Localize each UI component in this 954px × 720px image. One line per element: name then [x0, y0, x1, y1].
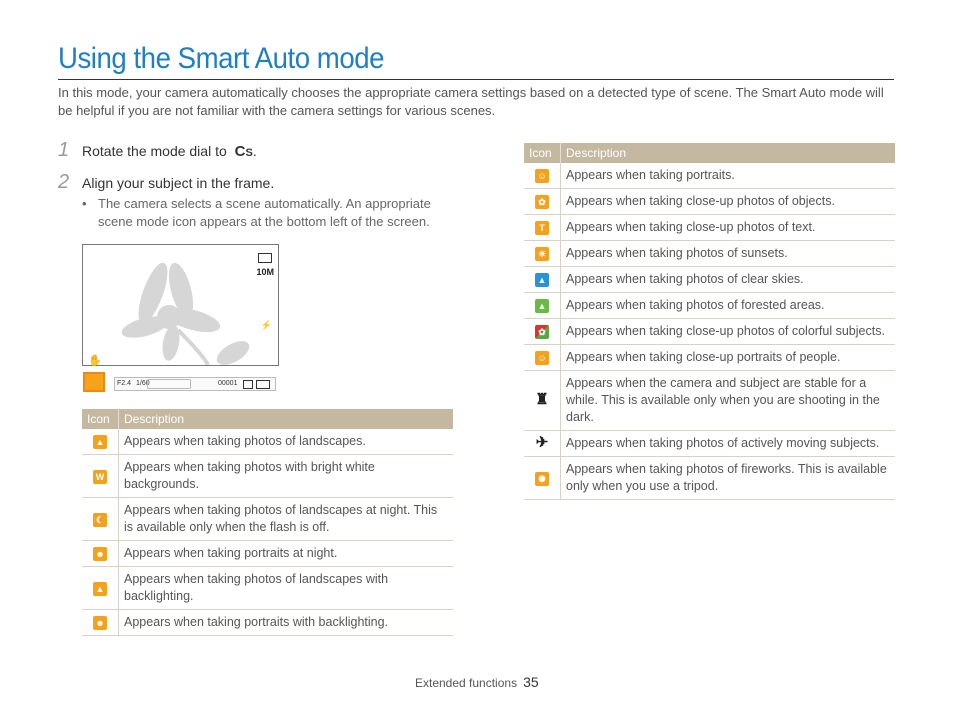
table-row — [524, 215, 895, 241]
icon-cell — [524, 431, 561, 457]
title-divider — [58, 79, 894, 80]
camera-screen-illustration — [82, 244, 279, 387]
night-landscape-icon: ☾ — [93, 513, 107, 527]
shutter-value: 1/60 — [136, 380, 150, 387]
description-cell: Appears when taking portraits at night. — [119, 541, 454, 567]
stabilization-icon: ✋ — [88, 355, 102, 367]
table-row — [524, 457, 895, 500]
scene-icon-table-left — [82, 409, 453, 636]
intro-paragraph: In this mode, your camera automatically chooses the appropriate camera settings based on a detected type of scene. The Smart Auto mode will be helpful if you are not familiar with the camera settings for various scenes. — [58, 85, 884, 118]
footer-section: Extended functions — [415, 676, 518, 690]
fireworks-icon: ✺ — [535, 472, 549, 486]
backlight-portrait-icon: ☻ — [93, 616, 107, 630]
icon-cell — [524, 241, 561, 267]
scene-icon-table-right — [524, 143, 895, 500]
macro-icon: ✿ — [535, 195, 549, 209]
icon-cell — [82, 455, 119, 498]
icon-cell — [524, 293, 561, 319]
natural-green-icon: ▲ — [535, 299, 549, 313]
description-cell: Appears when taking photos of actively moving subjects. — [561, 431, 896, 457]
icon-cell — [82, 498, 119, 541]
table-row — [524, 319, 895, 345]
table-row — [82, 455, 453, 498]
bullet-mark: • — [82, 196, 87, 211]
step-number-1: 1 — [58, 139, 70, 161]
blue-sky-icon: ▲ — [535, 273, 549, 287]
table-row — [524, 163, 895, 189]
tripod-icon: ♜ — [535, 391, 549, 408]
shot-counter: 00001 — [218, 380, 238, 387]
backlight-landscape-icon: ▲ — [93, 582, 107, 596]
table-row — [82, 541, 453, 567]
table-row — [524, 371, 895, 431]
icon-cell — [524, 163, 561, 189]
flower-illustration — [83, 245, 278, 365]
flash-icon: ⚡ — [260, 320, 272, 330]
description-cell: Appears when taking photos with bright white backgrounds. — [119, 455, 454, 498]
white-icon: W — [93, 470, 107, 484]
step-2-text: Align your subject in the frame. — [82, 175, 275, 191]
table-row — [82, 498, 453, 541]
icon-column-header: Icon — [82, 409, 119, 429]
icon-cell — [524, 319, 561, 345]
description-cell: Appears when taking close-up photos of text. — [561, 215, 896, 241]
icon-cell — [524, 371, 561, 431]
battery-icon — [256, 380, 270, 389]
step-1-label: Rotate the mode dial to — [82, 143, 227, 159]
macro-color-icon: ✿ — [535, 325, 549, 339]
lcd-status-bar — [114, 377, 276, 391]
description-cell: Appears when taking portraits. — [561, 163, 896, 189]
description-cell: Appears when taking photos of landscapes at night. This is available only when the flash is off. — [119, 498, 454, 541]
exposure-box — [147, 379, 191, 389]
smart-auto-mode-icon: CS — [234, 143, 253, 160]
description-cell: Appears when taking close-up portraits of people. — [561, 345, 896, 371]
table-row — [82, 567, 453, 610]
table-row — [82, 429, 453, 455]
aperture-value: F2.4 — [117, 380, 132, 387]
page-title: Using the Smart Auto mode — [58, 42, 385, 75]
page-footer — [415, 674, 539, 690]
table-row — [524, 267, 895, 293]
description-cell: Appears when taking photos of landscapes. — [119, 429, 454, 455]
icon-column-header: Icon — [524, 143, 561, 163]
macro-portrait-icon: ☺ — [535, 351, 549, 365]
macro-text-icon: T — [535, 221, 549, 235]
icon-cell — [82, 610, 119, 636]
description-cell: Appears when taking photos of sunsets. — [561, 241, 896, 267]
scene-mode-icon — [83, 372, 105, 392]
description-column-header: Description — [561, 143, 896, 163]
description-cell: Appears when taking photos of landscapes with backlighting. — [119, 567, 454, 610]
night-portrait-icon: ☻ — [93, 547, 107, 561]
icon-cell — [82, 429, 119, 455]
table-row — [524, 431, 895, 457]
table-row — [524, 241, 895, 267]
description-cell: Appears when taking close-up photos of objects. — [561, 189, 896, 215]
description-cell: Appears when taking photos of clear skies. — [561, 267, 896, 293]
page-number: 35 — [523, 674, 539, 690]
bullet-text: The camera selects a scene automatically. An appropriate scene mode icon appears at the bottom left of the screen. — [98, 196, 431, 229]
battery-indicator — [258, 253, 272, 263]
table-row — [524, 345, 895, 371]
resolution-indicator: 10M — [256, 267, 274, 277]
icon-cell — [524, 189, 561, 215]
description-cell: Appears when taking portraits with backlighting. — [119, 610, 454, 636]
table-row — [524, 189, 895, 215]
sunset-icon: ☀ — [535, 247, 549, 261]
table-row — [82, 610, 453, 636]
description-cell: Appears when taking photos of forested areas. — [561, 293, 896, 319]
description-column-header: Description — [119, 409, 454, 429]
table-row — [524, 293, 895, 319]
description-cell: Appears when the camera and subject are stable for a while. This is available only when you are shooting in the dark. — [561, 371, 896, 431]
icon-cell — [524, 215, 561, 241]
action-icon: ✈ — [535, 434, 549, 451]
icon-cell — [82, 541, 119, 567]
description-cell: Appears when taking close-up photos of colorful subjects. — [561, 319, 896, 345]
portrait-icon: ☺ — [535, 169, 549, 183]
landscape-icon: ▲ — [93, 435, 107, 449]
icon-cell — [524, 457, 561, 500]
icon-cell — [524, 267, 561, 293]
step-number-2: 2 — [58, 171, 70, 193]
step-1-text: Rotate the mode dial to CS. — [82, 143, 257, 160]
icon-cell — [524, 345, 561, 371]
description-cell: Appears when taking photos of fireworks. This is available only when you use a tripod. — [561, 457, 896, 500]
icon-cell — [82, 567, 119, 610]
memory-icon — [243, 380, 253, 389]
